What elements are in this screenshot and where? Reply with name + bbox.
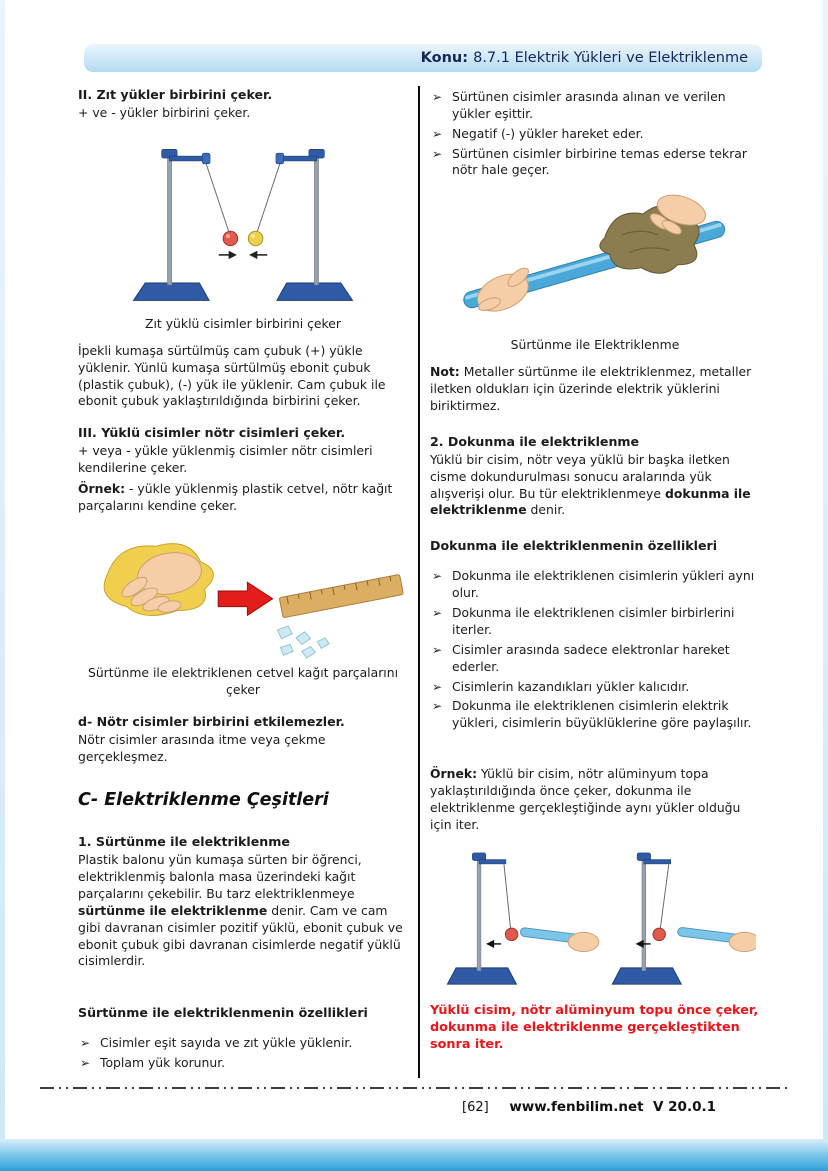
red-arrow-icon <box>218 582 272 615</box>
friction-rules-list <box>430 89 760 179</box>
note-text: Metaller sürtünme ile elektriklenmez, metaller iletken oldukları için üzerinde elektrik yüklerini biriktirmez. <box>430 364 752 413</box>
repel-scene-icon <box>612 852 756 983</box>
paper-pieces-icon <box>278 626 330 658</box>
touch-properties-list <box>430 568 760 732</box>
column-divider <box>418 86 420 1078</box>
heading-electrification-types: C- Elektriklenme Çeşitleri <box>78 790 329 811</box>
figure-rubbing-rod <box>430 185 760 335</box>
example2-text: Yüklü bir cisim, nötr alüminyum topa yaklaştırıldığında önce çeker, dokunma ile elektriklenme gerçekleştiğinde aynı yükler olduğu için iter. <box>430 766 741 832</box>
content-columns <box>78 86 762 1078</box>
attraction-arrows-icon <box>219 252 267 258</box>
footer-version: V 20.0.1 <box>653 1099 716 1115</box>
topic-label: Konu: <box>420 50 474 66</box>
list-item: ➢ Dokunma ile elektriklenen cisimlerin elektrik yükleri, cisimlerin büyüklüklerine göre paylaşılır. <box>430 698 760 732</box>
page-edge-right <box>823 0 828 1171</box>
figure1-caption: Zıt yüklü cisimler birbirini çeker <box>144 315 341 331</box>
para-note-metals <box>430 364 760 415</box>
heading-neutral-attraction: III. Yüklü cisimler nötr cisimleri çeker. <box>78 425 346 441</box>
lab-stand-right-icon <box>257 149 353 300</box>
para-touch-part2: denir. <box>526 502 566 518</box>
figure4-caption: Yüklü cisim, nötr alüminyum topu önce çeker, dokunma ile elektriklenme gerçekleştikten sonra iter. <box>430 1002 759 1053</box>
lab-stand-left-icon <box>134 149 230 300</box>
footer-site: www.fenbilim.net <box>509 1099 644 1115</box>
rubbing-rod-illustration <box>451 185 739 335</box>
figure3-caption: Sürtünme ile Elektriklenme <box>510 337 680 353</box>
figure-touch-attract-repel <box>430 840 760 998</box>
footer-site-version <box>509 1099 716 1115</box>
para-friction-part2: denir. Cam ve cam gibi davranan cisimler pozitif yüklü, ebonit çubuk ve ebonit çubuk gibi davranan cisimlerde negatif yüklü cisimlerdir. <box>78 902 403 969</box>
heading-neutral-no-effect: d- Nötr cisimler birbirini etkilemezler. <box>78 713 345 729</box>
list-item: ➢ Sürtünen cisimler birbirine temas ederse tekrar nötr hale geçer. <box>430 146 760 180</box>
para-friction-bold: sürtünme ile elektriklenme <box>78 902 268 918</box>
para-example-aluminum <box>430 766 760 833</box>
wooden-ruler-icon <box>279 574 403 617</box>
list-item: ➢ Cisimler arasında sadece elektronlar hareket ederler. <box>430 642 760 676</box>
list-item: ➢ Dokunma ile elektriklenen cisimler birbirlerini iterler. <box>430 605 760 639</box>
footer-divider-rule <box>40 1087 788 1089</box>
two-stands-attraction-illustration <box>112 128 374 314</box>
para-friction <box>78 852 408 970</box>
list-item: ➢ Sürtünen cisimler arasında alınan ve verilen yükler eşittir. <box>430 89 760 123</box>
para-touch-part1: Yüklü bir cisim, nötr veya yüklü bir başka iletken cisme dokundurulması sonucu aralarında yük alışverişi olur. Bu tür elektriklenmeye <box>430 451 730 501</box>
list-item: ➢ Negatif (-) yükler hareket eder. <box>430 126 760 143</box>
heading-opposite-charges: II. Zıt yükler birbirini çeker. <box>78 87 273 102</box>
heading-friction-properties: Sürtünme ile elektriklenmenin özellikleri <box>78 1005 368 1021</box>
heading-friction-electrification: 1. Sürtünme ile elektriklenme <box>78 834 290 850</box>
footer-spacer <box>644 1099 653 1115</box>
figure2-caption: Sürtünme ile elektriklenen cetvel kağıt parçalarını çeker <box>87 664 399 697</box>
heading-touch-properties: Dokunma ile elektriklenmenin özellikleri <box>430 538 718 554</box>
footer-blue-bar <box>0 1139 828 1171</box>
para-example-ruler <box>78 481 408 515</box>
list-item: ➢ Dokunma ile elektriklenen cisimlerin yükleri aynı olur. <box>430 568 760 602</box>
page-edge-left <box>0 0 5 1171</box>
example-text: - yükle yüklenmiş plastik cetvel, nötr kağıt parçalarını kendine çeker. <box>78 481 393 513</box>
note-label: Not: <box>430 364 460 380</box>
attract-scene-icon <box>447 852 598 983</box>
list-item: ➢ Toplam yük korunur. <box>78 1055 408 1072</box>
ruler-attracts-paper-illustration <box>78 521 408 663</box>
para-touch <box>430 452 760 519</box>
friction-properties-list <box>78 1035 408 1072</box>
page-number: [62] <box>462 1100 489 1115</box>
para-neutral-no-effect: Nötr cisimler arasında itme veya çekme gerçekleşmez. <box>78 731 326 764</box>
para-friction-part1: Plastik balonu yün kumaşa sürten bir öğrenci, elektriklenmiş balonla masa üzerindeki kağıt parçalarını çekebilir. Bu tarz elektriklenmeye <box>78 852 362 902</box>
stand-rod-attract-repel-illustration <box>434 840 756 998</box>
left-hand-icon <box>472 265 534 319</box>
example-label: Örnek: <box>78 481 126 497</box>
list-item: ➢ Cisimler eşit sayıda ve zıt yükle yüklenir. <box>78 1035 408 1052</box>
list-item: ➢ Cisimlerin kazandıkları yükler kalıcıdır. <box>430 679 760 696</box>
para-glass-ebonite: İpekli kumaşa sürtülmüş cam çubuk (+) yükle yüklenir. Yünlü kumaşa sürtülmüş ebonit çubuk (plastik çubuk), (-) yük ile yüklenir. Cam çubuk ile ebonit çubuk yaklaştırıldığında birbirini çeker. <box>78 342 386 409</box>
para-neutral-attraction: + veya - yükle yüklenmiş cisimler nötr cisimleri kendilerine çeker. <box>78 443 373 476</box>
opposite-charges-subline: + ve - yükler birbirini çeker. <box>78 105 251 121</box>
yellow-charged-ball-icon <box>248 231 263 246</box>
figure-ruler-paper <box>78 521 408 663</box>
right-column <box>430 86 760 1078</box>
left-column <box>78 86 408 1078</box>
topic-banner <box>84 44 762 72</box>
red-charged-ball-icon <box>223 231 238 246</box>
heading-touch-electrification: 2. Dokunma ile elektriklenme <box>430 433 640 449</box>
topic-title: 8.7.1 Elektrik Yükleri ve Elektriklenme <box>473 50 748 66</box>
para-touch-bold: dokunma ile elektriklenme <box>430 485 751 518</box>
example2-label: Örnek: <box>430 766 478 782</box>
figure-opposite-charges <box>78 128 408 314</box>
